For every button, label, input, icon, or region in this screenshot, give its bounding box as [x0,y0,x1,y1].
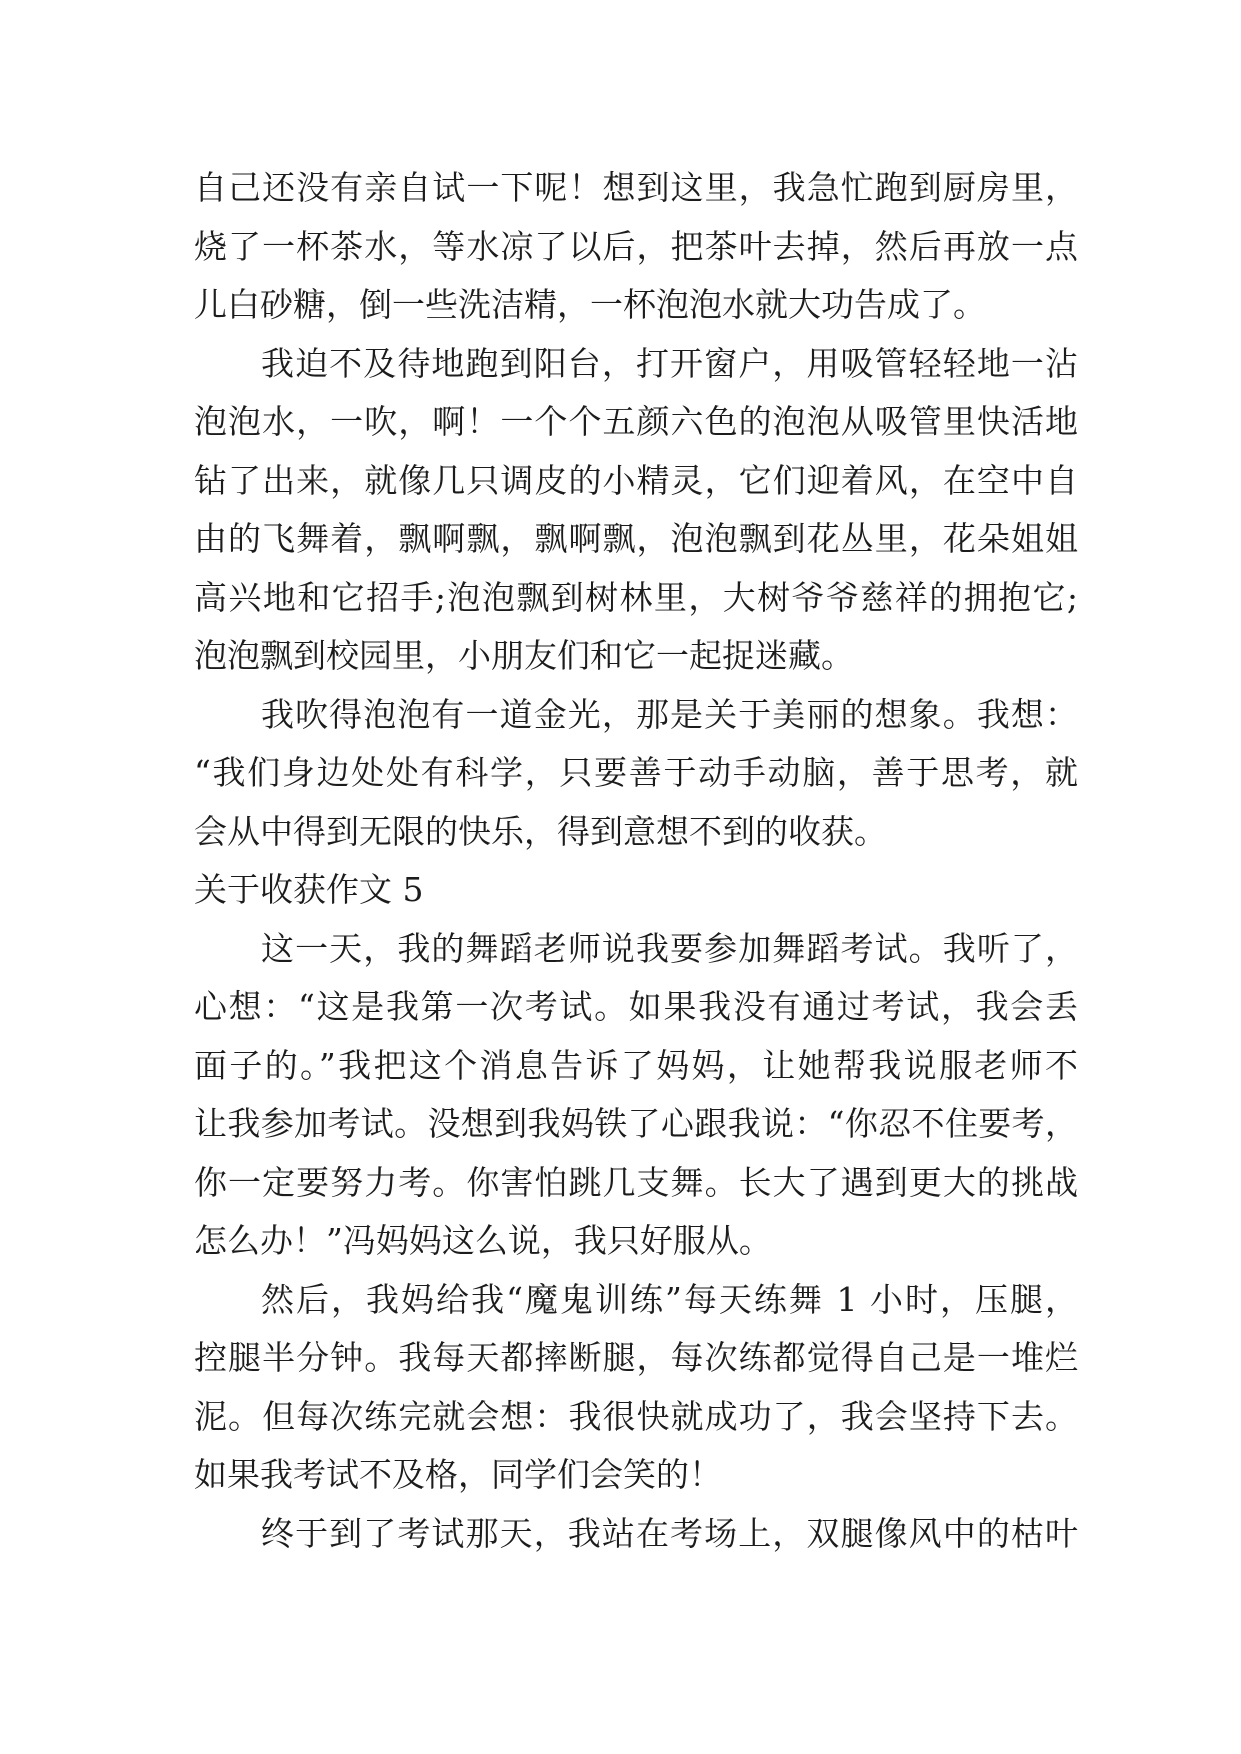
paragraph [194,159,1241,335]
text-line: 然后，我妈给我“魔鬼训练”每天练舞 1 小时，压腿， [261,1279,1078,1319]
text-line: 终于到了考试那天，我站在考场上，双腿像风中的枯叶 [261,1513,1078,1553]
text-line: 控腿半分钟。我每天都摔断腿，每次练都觉得自己是一堆烂 [194,1338,1078,1377]
essay-title: 关于收获作文 5 [194,870,424,909]
text-line: “我们身边处处有科学，只要善于动手动脑，善于思考，就 [194,753,1078,792]
text-line: 钻了出来，就像几只调皮的小精灵，它们迎着风，在空中自 [194,460,1078,500]
text-line: 这一天，我的舞蹈老师说我要参加舞蹈考试。我听了， [261,928,1078,968]
text-line: 儿白砂糖，倒一些洗洁精，一杯泡泡水就大功告成了。 [194,285,986,324]
paragraph [194,1271,1241,1505]
text-line: 如果我考试不及格，同学们会笑的！ [194,1455,722,1494]
text-line: 我吹得泡泡有一道金光，那是关于美丽的想象。我想： [261,694,1078,734]
paragraph [194,686,1241,862]
text-line: 我迫不及待地跑到阳台，打开窗户，用吸管轻轻地一沾 [261,343,1078,383]
paragraph [194,920,1241,1271]
text-line: 你一定要努力考。你害怕跳几支舞。长大了遇到更大的挑战 [194,1162,1078,1202]
text-line: 高兴地和它招手;泡泡飘到树林里，大树爷爷慈祥的拥抱它; [194,577,1078,617]
text-line: 会从中得到无限的快乐，得到意想不到的收获。 [194,811,887,851]
text-line: 怎么办！”冯妈妈这么说，我只好服从。 [194,1221,772,1260]
text-line: 由的飞舞着，飘啊飘，飘啊飘，泡泡飘到花丛里，花朵姐姐 [194,519,1078,558]
text-line: 泡泡水，一吹，啊！一个个五颜六色的泡泡从吸管里快活地 [194,402,1078,441]
text-line: 泡泡飘到校园里，小朋友们和它一起捉迷藏。 [194,636,854,675]
text-line: 心想：“这是我第一次考试。如果我没有通过考试，我会丢 [194,987,1078,1026]
paragraph [194,1505,1241,1564]
paragraph [194,335,1241,686]
text-line: 面子的。”我把这个消息告诉了妈妈，让她帮我说服老师不 [194,1045,1078,1085]
text-line: 烧了一杯茶水，等水凉了以后，把茶叶去掉，然后再放一点 [194,226,1078,266]
text-line: 泥。但每次练完就会想：我很快就成功了，我会坚持下去。 [194,1396,1078,1436]
text-line: 让我参加考试。没想到我妈铁了心跟我说：“你忍不住要考， [194,1104,1078,1143]
text-line: 自己还没有亲自试一下呢！想到这里，我急忙跑到厨房里， [194,168,1078,207]
